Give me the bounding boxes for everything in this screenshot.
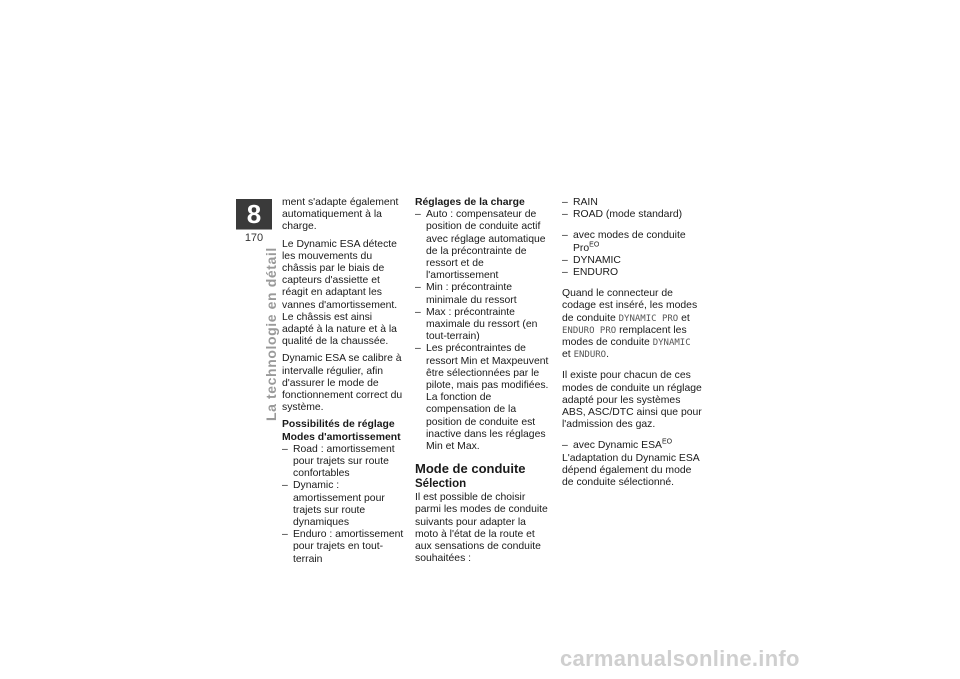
paragraph-coding-plug: Quand le connecteur de codage est inséré, les modes de conduite DYNAMIC PRO et ENDURO PRO remplacent les modes de conduite DYNAMIC et ENDURO. — [562, 288, 698, 361]
option-eo-superscript: EO — [589, 241, 600, 249]
list-item-preload-note: – Les précontraintes de ressort Min et Maxpeuvent être sélectionnées par le pilote, mais pas modifiées. La fonction de compensation de la position de conduite est inactive dans les réglages Min et Max. — [415, 343, 551, 453]
list-item-max: – Max : précontrainte maximale du ressort (en tout-terrain) — [415, 307, 551, 344]
list-item-enduro-mode: – ENDURO — [562, 267, 702, 279]
paragraph-esa-detection: Le Dynamic ESA détecte les mouvements du châssis par le biais de capteurs d'assiette et réagit en adaptant les vannes d'amortissement. Le châssis est ainsi adapté à la nature et à la qualité de la chaussée. — [282, 238, 398, 348]
heading-damping-modes: Modes d'amortissement — [282, 431, 401, 443]
mode-dynamic: DYNAMIC — [652, 338, 691, 349]
paragraph-intro: ment s'adapte également automatiquement à la charge. — [282, 197, 399, 233]
list-item-dynamic: – Dynamic : amortissement pour trajets sur route dynamiques — [282, 480, 406, 529]
section-title-riding-mode: Mode de conduite — [415, 461, 526, 477]
chapter-number-badge: 8 — [236, 199, 272, 229]
heading-load-settings: Réglages de la charge — [415, 197, 525, 208]
list-item-rain: – RAIN — [562, 197, 702, 209]
paragraph-esa-calibration: Dynamic ESA se calibre à intervalle régulier, afin d'assurer le mode de fonctionnement correct du système. — [282, 353, 403, 414]
heading-adjustment-options: Possibilités de réglage — [282, 419, 395, 431]
mode-enduro-pro: ENDURO PRO — [562, 325, 617, 336]
watermark-text: carmanualsonline.info — [560, 646, 800, 671]
paragraph-riding-modes: Il est possible de choisir parmi les modes de conduite suivants pour adapter la moto à l'état de la route et aux sensations de conduite souhaitées : — [415, 492, 548, 565]
list-item-enduro: – Enduro : amortissement pour trajets en tout-terrain — [282, 529, 406, 566]
text-column-2 — [415, 197, 551, 570]
mode-enduro: ENDURO — [573, 350, 607, 361]
chapter-side-title: La technologie en détail — [263, 247, 279, 421]
mode-dynamic-pro: DYNAMIC PRO — [618, 313, 679, 324]
list-item-dynamic-mode: – DYNAMIC — [562, 255, 702, 267]
paragraph-esa-adaptation: L'adaptation du Dynamic ESA dépend également du mode de conduite sélectionné. — [562, 452, 700, 489]
list-item-auto: – Auto : compensateur de position de conduite actif avec réglage automatique de la précontrainte de ressort et de l'amortissement — [415, 209, 551, 282]
page-number: 170 — [236, 229, 272, 244]
list-item-min: – Min : précontrainte minimale du ressort — [415, 282, 551, 306]
option-eo-superscript: EO — [661, 438, 673, 446]
text-column-1 — [282, 197, 406, 566]
list-item-road-standard: – ROAD (mode standard) — [562, 209, 702, 221]
list-item-road: – Road : amortissement pour trajets sur route confortables — [282, 444, 406, 481]
paragraph-mode-settings: Il existe pour chacun de ces modes de conduite un réglage adapté pour les systèmes ABS, ASC/DTC ainsi que pour l'admission des gaz. — [562, 370, 702, 431]
text-column-3 — [562, 197, 702, 494]
list-item-pro-modes: – avec modes de conduite Pro$^{EO}$ — [562, 230, 702, 254]
list-item-dynamic-esa: – avec Dynamic $ESA^{EO}$ — [562, 440, 702, 452]
subsection-title-selection: Sélection — [415, 478, 467, 491]
